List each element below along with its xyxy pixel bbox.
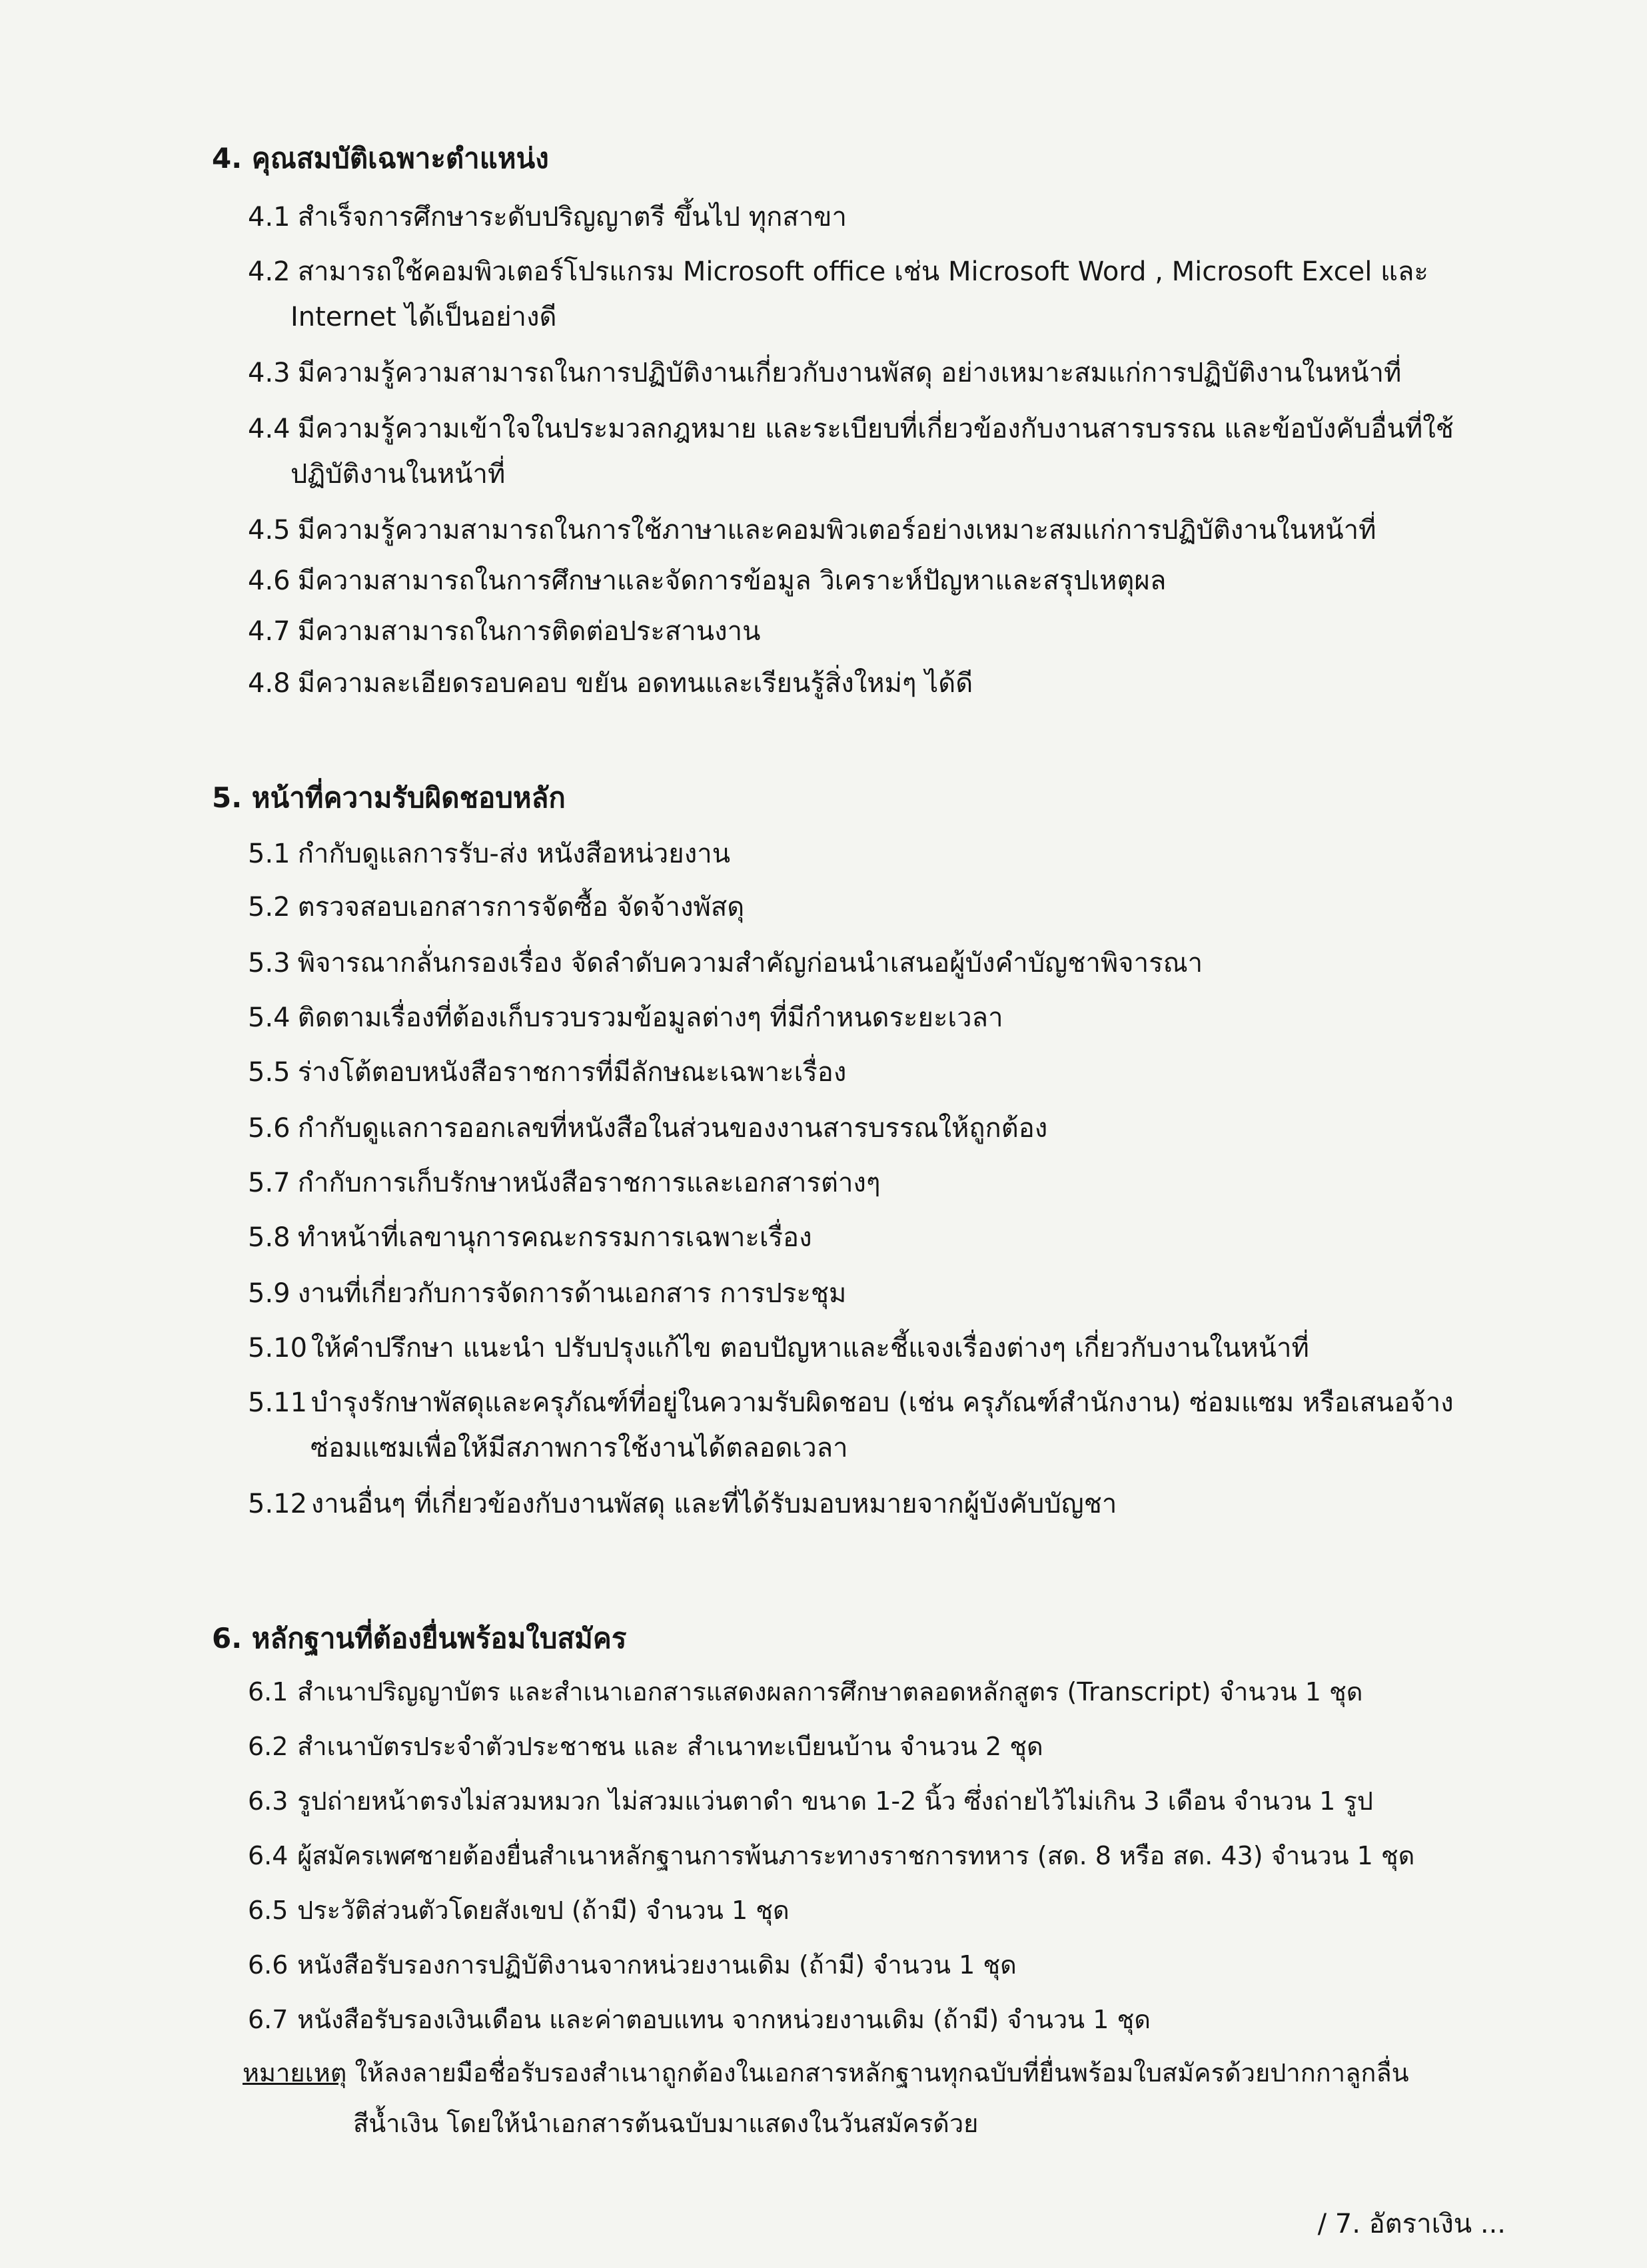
- item-4-8: [248, 661, 1454, 706]
- item-5-7: [248, 1160, 1454, 1206]
- item-number: 6.4: [248, 1841, 288, 1870]
- item-text: รูปถ่ายหน้าตรงไม่สวมหมวก ไม่สวมแว่นตาดำ ขนาด 1-2 นิ้ว ซึ่งถ่ายไว้ไม่เกิน 3 เดือน จำนวน 1 รูป: [297, 1786, 1373, 1816]
- item-number: 5.8: [248, 1222, 290, 1253]
- item-text: มีความรู้ความสามารถในการปฏิบัติงานเกี่ยวกับงานพัสดุ อย่างเหมาะสมแก่การปฏิบัติงานในหน้าที่: [297, 358, 1402, 388]
- item-text: มีความรู้ความสามารถในการใช้ภาษาและคอมพิวเตอร์อย่างเหมาะสมแก่การปฏิบัติงานในหน้าที่: [297, 515, 1376, 546]
- item-number: 5.12: [248, 1489, 308, 1519]
- item-5-11-continuation: ซ่อมแซมเพื่อให้มีสภาพการใช้งานได้ตลอดเวลา: [310, 1433, 848, 1463]
- item-number: 4.8: [248, 668, 290, 699]
- item-number: 5.4: [248, 1002, 290, 1033]
- item-number: 4.3: [248, 358, 290, 388]
- item-4-5: [248, 508, 1454, 553]
- item-number: 6.3: [248, 1786, 288, 1816]
- item-number: 5.7: [248, 1168, 290, 1198]
- item-number: 4.6: [248, 566, 290, 596]
- item-number: 5.2: [248, 892, 290, 923]
- note-label: หมายเหตุ: [243, 2058, 347, 2087]
- section-4-heading: 4. คุณสมบัติเฉพาะตำแหน่ง: [212, 142, 549, 175]
- item-6-3: [248, 1778, 1414, 1824]
- item-number: 4.1: [248, 202, 290, 232]
- item-number: 6.1: [248, 1677, 288, 1706]
- item-number: 4.7: [248, 616, 290, 647]
- item-5-12: [248, 1481, 1454, 1527]
- item-6-7: [248, 1997, 1414, 2042]
- item-number: 5.1: [248, 839, 290, 869]
- item-text: กำกับดูแลการรับ-ส่ง หนังสือหน่วยงาน: [297, 839, 731, 869]
- item-4-3: [248, 350, 1454, 396]
- item-6-5: [248, 1888, 1414, 1933]
- item-5-11: [248, 1380, 1454, 1425]
- item-number: 4.4: [248, 414, 290, 444]
- item-5-1: [248, 831, 1454, 877]
- item-4-4: [248, 406, 1454, 452]
- item-5-8: [248, 1215, 1454, 1260]
- item-text: ให้คำปรึกษา แนะนำ ปรับปรุงแก้ไข ตอบปัญหาและชี้แจงเรื่องต่างๆ เกี่ยวกับงานในหน้าที่: [310, 1333, 1309, 1363]
- note-continuation: สีน้ำเงิน โดยให้นำเอกสารต้นฉบับมาแสดงในวันสมัครด้วย: [353, 2109, 979, 2138]
- item-number: 5.3: [248, 948, 290, 978]
- item-number: 5.6: [248, 1113, 290, 1144]
- note-block: [243, 2048, 1409, 2149]
- item-text: สำเนาบัตรประจำตัวประชาชน และ สำเนาทะเบียนบ้าน จำนวน 2 ชุด: [297, 1732, 1043, 1761]
- section-5-heading: 5. หน้าที่ความรับผิดชอบหลัก: [212, 781, 566, 814]
- item-text: ประวัติส่วนตัวโดยสังเขป (ถ้ามี) จำนวน 1 ชุด: [297, 1896, 790, 1925]
- item-text: ติดตามเรื่องที่ต้องเก็บรวบรวมข้อมูลต่างๆ ที่มีกำหนดระยะเวลา: [297, 1002, 1003, 1033]
- section-6-heading: 6. หลักฐานที่ต้องยื่นพร้อมใบสมัคร: [212, 1622, 627, 1655]
- item-4-7: [248, 609, 1454, 654]
- item-text: มีความสามารถในการศึกษาและจัดการข้อมูล วิเคราะห์ปัญหาและสรุปเหตุผล: [297, 566, 1167, 596]
- item-number: 6.5: [248, 1896, 288, 1925]
- item-text: พิจารณากลั่นกรองเรื่อง จัดลำดับความสำคัญก่อนนำเสนอผู้บังคำบัญชาพิจารณา: [297, 948, 1203, 978]
- section-6: [212, 1617, 1414, 2042]
- item-text: หนังสือรับรองเงินเดือน และค่าตอบแทน จากหน่วยงานเดิม (ถ้ามี) จำนวน 1 ชุด: [297, 2005, 1151, 2034]
- item-6-2: [248, 1724, 1414, 1769]
- item-4-4-continuation: ปฏิบัติงานในหน้าที่: [290, 459, 506, 490]
- item-text: ร่างโต้ตอบหนังสือราชการที่มีลักษณะเฉพาะเรื่อง: [297, 1057, 847, 1088]
- item-number: 6.7: [248, 2005, 288, 2034]
- note-text: ให้ลงลายมือชื่อรับรองสำเนาถูกต้องในเอกสารหลักฐานทุกฉบับที่ยื่นพร้อมใบสมัครด้วยปากกาลูกลื่น: [346, 2058, 1409, 2087]
- item-number: 4.5: [248, 515, 290, 546]
- item-6-4: [248, 1833, 1414, 1878]
- item-5-5: [248, 1050, 1454, 1095]
- item-6-6: [248, 1942, 1414, 1988]
- item-text: หนังสือรับรองการปฏิบัติงานจากหน่วยงานเดิม (ถ้ามี) จำนวน 1 ชุด: [297, 1950, 1017, 1980]
- item-number: 5.9: [248, 1278, 290, 1309]
- item-4-6: [248, 558, 1454, 603]
- item-5-2: [248, 885, 1454, 930]
- item-text: บำรุงรักษาพัสดุและครุภัณฑ์ที่อยู่ในความรับผิดชอบ (เช่น ครุภัณฑ์สำนักงาน) ซ่อมแซม หรือเสนอจ้าง: [310, 1387, 1454, 1418]
- item-text: ตรวจสอบเอกสารการจัดซื้อ จัดจ้างพัสดุ: [297, 892, 745, 923]
- item-4-1: [248, 194, 1454, 240]
- item-4-2-continuation: Internet ได้เป็นอย่างดี: [290, 302, 557, 332]
- item-number: 5.10: [248, 1333, 308, 1363]
- item-text: กำกับการเก็บรักษาหนังสือราชการและเอกสารต่างๆ: [297, 1168, 881, 1198]
- item-text: งานอื่นๆ ที่เกี่ยวข้องกับงานพัสดุ และที่ได้รับมอบหมายจากผู้บังคับบัญชา: [310, 1489, 1117, 1519]
- item-5-10: [248, 1325, 1454, 1371]
- item-5-9: [248, 1271, 1454, 1316]
- item-text: สำเนาปริญญาบัตร และสำเนาเอกสารแสดงผลการศึกษาตลอดหลักสูตร (Transcript) จำนวน 1 ชุด: [297, 1677, 1363, 1706]
- item-5-4: [248, 995, 1454, 1040]
- item-text: งานที่เกี่ยวกับการจัดการด้านเอกสาร การประชุม: [297, 1278, 847, 1309]
- item-number: 5.11: [248, 1387, 308, 1418]
- item-text: มีความละเอียดรอบคอบ ขยัน อดทนและเรียนรู้สิ่งใหม่ๆ ได้ดี: [297, 668, 973, 699]
- item-5-3: [248, 941, 1454, 986]
- item-4-2: [248, 249, 1454, 294]
- item-text: กำกับดูแลการออกเลขที่หนังสือในส่วนของงานสารบรรณให้ถูกต้อง: [297, 1113, 1048, 1144]
- section-4: [212, 137, 1454, 706]
- item-text: สามารถใช้คอมพิวเตอร์โปรแกรม Microsoft office เช่น Microsoft Word , Microsoft Excel และ: [297, 256, 1428, 287]
- item-number: 4.2: [248, 256, 290, 287]
- item-text: สำเร็จการศึกษาระดับปริญญาตรี ขึ้นไป ทุกสาขา: [297, 202, 847, 232]
- item-6-1: [248, 1669, 1414, 1714]
- section-5: [212, 777, 1454, 1527]
- next-page-footer: / 7. อัตราเงิน ...: [1317, 2209, 1506, 2239]
- item-number: 6.6: [248, 1950, 288, 1980]
- item-text: มีความสามารถในการติดต่อประสานงาน: [297, 616, 761, 647]
- item-5-6: [248, 1106, 1454, 1151]
- item-text: ผู้สมัครเพศชายต้องยื่นสำเนาหลักฐานการพ้นภาระทางราชการทหาร (สด. 8 หรือ สด. 43) จำนวน 1 ชุด: [297, 1841, 1415, 1870]
- item-number: 6.2: [248, 1732, 288, 1761]
- item-text: มีความรู้ความเข้าใจในประมวลกฎหมาย และระเบียบที่เกี่ยวข้องกับงานสารบรรณ และข้อบังคับอื่นที่ใช้: [297, 414, 1454, 444]
- item-number: 5.5: [248, 1057, 290, 1088]
- item-text: ทำหน้าที่เลขานุการคณะกรรมการเฉพาะเรื่อง: [297, 1222, 812, 1253]
- note-line: [243, 2048, 1409, 2098]
